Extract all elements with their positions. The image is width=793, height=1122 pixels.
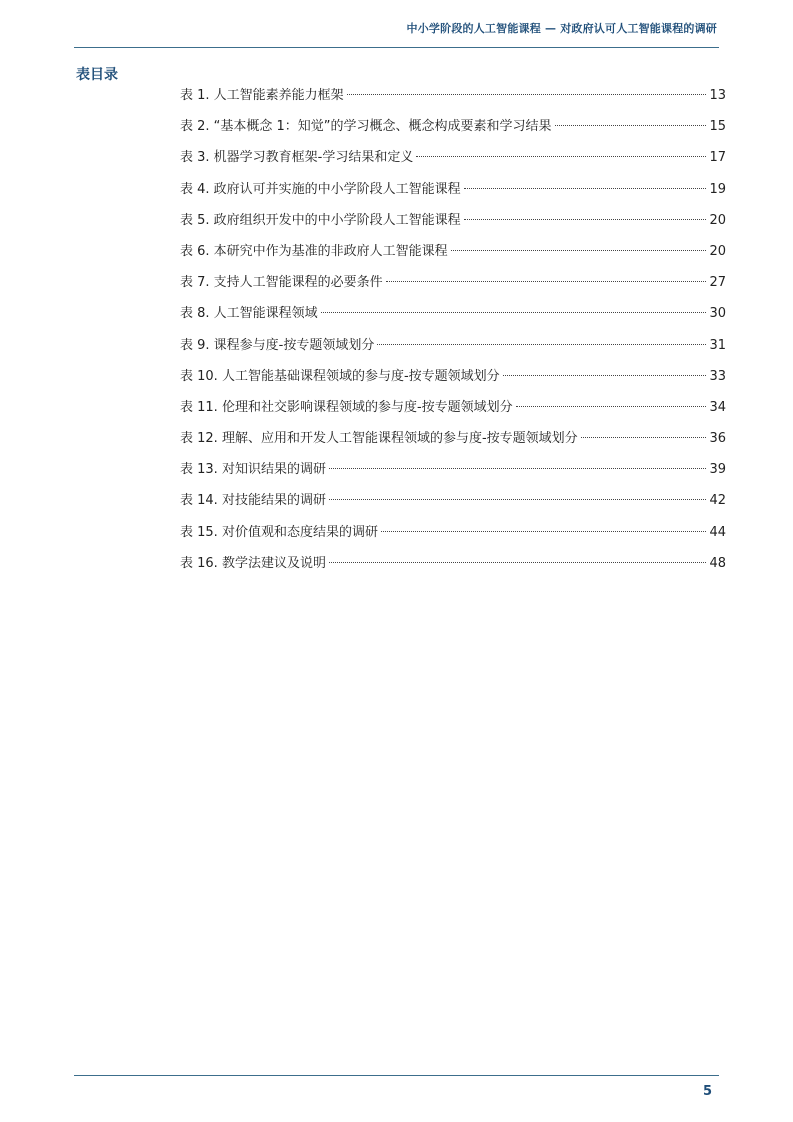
toc-entry[interactable] <box>180 522 726 553</box>
dot-leader <box>329 468 707 469</box>
toc-entry[interactable] <box>180 241 726 272</box>
footer-rule <box>74 1075 719 1076</box>
toc-entry-label: 表 15. 对价值观和态度结果的调研 <box>180 524 378 540</box>
section-title: 表目录 <box>76 67 118 83</box>
dot-leader <box>381 531 707 532</box>
toc-entry-label: 表 9. 课程参与度-按专题领域划分 <box>180 337 375 353</box>
dot-leader <box>329 562 707 563</box>
toc-entry-label: 表 5. 政府组织开发中的中小学阶段人工智能课程 <box>180 212 461 228</box>
toc-entry[interactable] <box>180 397 726 428</box>
dot-leader <box>516 406 707 407</box>
toc-entry[interactable] <box>180 272 726 303</box>
toc-entry-label: 表 4. 政府认可并实施的中小学阶段人工智能课程 <box>180 181 461 197</box>
toc-entry[interactable] <box>180 85 726 116</box>
toc-entry-page: 15 <box>709 119 726 135</box>
toc-entry[interactable] <box>180 210 726 241</box>
toc-entry-label: 表 6. 本研究中作为基准的非政府人工智能课程 <box>180 243 448 259</box>
toc-entry[interactable] <box>180 553 726 584</box>
toc-entry[interactable] <box>180 147 726 178</box>
toc-entry[interactable] <box>180 428 726 459</box>
dot-leader <box>377 344 706 345</box>
toc-entry-page: 20 <box>709 243 726 259</box>
page-number: 5 <box>702 1084 712 1099</box>
toc-entry-page: 34 <box>709 399 726 415</box>
toc-entry-page: 31 <box>709 337 726 353</box>
toc-entry-label: 表 1. 人工智能素养能力框架 <box>180 88 344 103</box>
toc-entry-label: 表 14. 对技能结果的调研 <box>180 493 326 509</box>
toc-entry-page: 42 <box>709 493 726 509</box>
dot-leader <box>555 125 707 126</box>
toc-entry-page: 27 <box>709 275 726 291</box>
toc-entry[interactable] <box>180 366 726 397</box>
toc-entry-page: 48 <box>709 555 726 571</box>
dot-leader <box>451 250 707 251</box>
dot-leader <box>464 219 707 220</box>
toc-entry-page: 39 <box>709 462 726 478</box>
header-rule <box>74 47 719 48</box>
toc-entry[interactable] <box>180 303 726 334</box>
toc-entry-label: 表 12. 理解、应用和开发人工智能课程领域的参与度-按专题领域划分 <box>180 431 578 447</box>
toc-entry[interactable] <box>180 179 726 210</box>
dot-leader <box>464 188 707 189</box>
dot-leader <box>347 94 707 95</box>
toc-entry-label: 表 2. “基本概念 1：知觉”的学习概念、概念构成要素和学习结果 <box>180 119 552 135</box>
toc-entry-label: 表 7. 支持人工智能课程的必要条件 <box>180 275 383 291</box>
toc-entry-page: 33 <box>709 368 726 384</box>
toc-entry-page: 44 <box>709 524 726 540</box>
toc-entry-page: 30 <box>709 306 726 322</box>
toc-entry-page: 20 <box>709 212 726 228</box>
toc-entry-page: 36 <box>709 431 726 447</box>
toc-entry-label: 表 8. 人工智能课程领域 <box>180 306 318 322</box>
dot-leader <box>581 437 707 438</box>
table-of-contents <box>180 85 726 584</box>
dot-leader <box>321 312 707 313</box>
toc-entry-page: 17 <box>709 150 726 166</box>
dot-leader <box>329 499 707 500</box>
running-header-title: 中小学阶段的人工智能课程 — 对政府认可人工智能课程的调研 <box>406 22 717 35</box>
toc-entry-page: 19 <box>709 181 726 197</box>
toc-entry-label: 表 11. 伦理和社交影响课程领域的参与度-按专题领域划分 <box>180 399 513 415</box>
dot-leader <box>416 156 706 157</box>
toc-entry[interactable] <box>180 490 726 521</box>
toc-entry[interactable] <box>180 335 726 366</box>
toc-entry[interactable] <box>180 459 726 490</box>
dot-leader <box>386 281 707 282</box>
toc-entry-page: 13 <box>709 88 726 103</box>
toc-entry-label: 表 16. 教学法建议及说明 <box>180 555 326 571</box>
dot-leader <box>503 375 707 376</box>
toc-entry[interactable] <box>180 116 726 147</box>
toc-entry-label: 表 3. 机器学习教育框架-学习结果和定义 <box>180 150 414 166</box>
toc-entry-label: 表 10. 人工智能基础课程领域的参与度-按专题领域划分 <box>180 368 500 384</box>
toc-entry-label: 表 13. 对知识结果的调研 <box>180 462 326 478</box>
